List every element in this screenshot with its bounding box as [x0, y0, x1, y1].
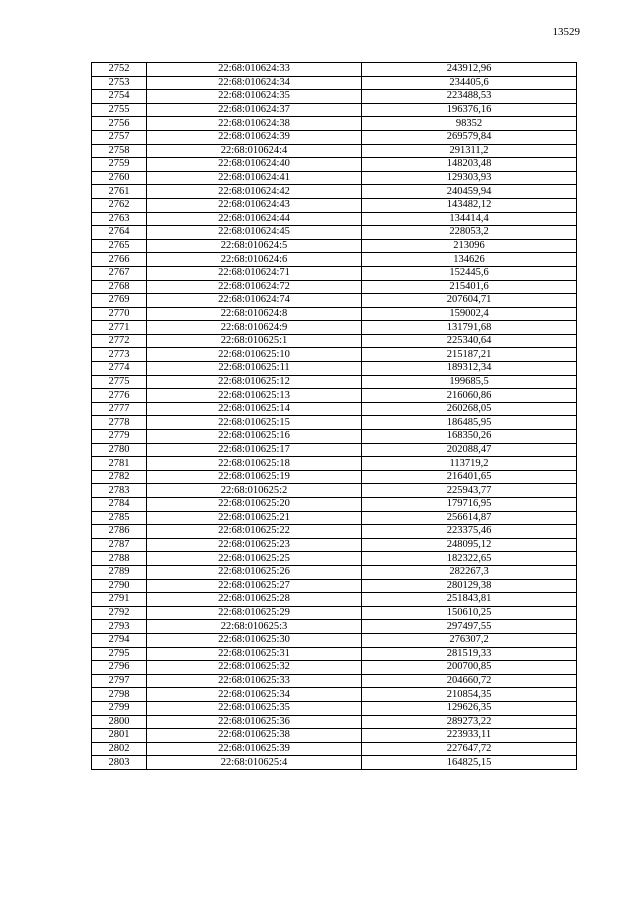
table-row — [92, 525, 577, 539]
cadastral-number-cell: 22:68:010625:20 — [147, 498, 362, 512]
cadastral-number-cell: 22:68:010625:38 — [147, 729, 362, 743]
value-cell: 134626 — [362, 253, 577, 267]
table-row — [92, 742, 577, 756]
table-row — [92, 470, 577, 484]
value-cell: 182322,65 — [362, 552, 577, 566]
row-number-cell: 2761 — [92, 185, 147, 199]
table-row — [92, 117, 577, 131]
table-row — [92, 565, 577, 579]
row-number-cell: 2786 — [92, 525, 147, 539]
value-cell: 216060,86 — [362, 389, 577, 403]
table-row — [92, 674, 577, 688]
row-number-cell: 2781 — [92, 457, 147, 471]
table-row — [92, 443, 577, 457]
cadastral-number-cell: 22:68:010625:36 — [147, 715, 362, 729]
value-cell: 223488,53 — [362, 90, 577, 104]
table-row — [92, 266, 577, 280]
row-number-cell: 2752 — [92, 63, 147, 77]
row-number-cell: 2755 — [92, 103, 147, 117]
cadastral-number-cell: 22:68:010624:38 — [147, 117, 362, 131]
value-cell: 248095,12 — [362, 538, 577, 552]
table-row — [92, 130, 577, 144]
value-cell: 223375,46 — [362, 525, 577, 539]
row-number-cell: 2775 — [92, 375, 147, 389]
cadastral-number-cell: 22:68:010625:19 — [147, 470, 362, 484]
cadastral-number-cell: 22:68:010625:31 — [147, 647, 362, 661]
cadastral-number-cell: 22:68:010625:13 — [147, 389, 362, 403]
cadastral-number-cell: 22:68:010625:25 — [147, 552, 362, 566]
value-cell: 216401,65 — [362, 470, 577, 484]
row-number-cell: 2762 — [92, 198, 147, 212]
value-cell: 199685,5 — [362, 375, 577, 389]
table-row — [92, 375, 577, 389]
value-cell: 204660,72 — [362, 674, 577, 688]
cadastral-number-cell: 22:68:010624:39 — [147, 130, 362, 144]
row-number-cell: 2778 — [92, 416, 147, 430]
row-number-cell: 2759 — [92, 158, 147, 172]
value-cell: 269579,84 — [362, 130, 577, 144]
table-row — [92, 701, 577, 715]
table-row — [92, 579, 577, 593]
row-number-cell: 2800 — [92, 715, 147, 729]
value-cell: 186485,95 — [362, 416, 577, 430]
table-row — [92, 457, 577, 471]
row-number-cell: 2777 — [92, 402, 147, 416]
table-row — [92, 633, 577, 647]
row-number-cell: 2779 — [92, 430, 147, 444]
row-number-cell: 2799 — [92, 701, 147, 715]
table-row — [92, 647, 577, 661]
value-cell: 213096 — [362, 239, 577, 253]
row-number-cell: 2791 — [92, 593, 147, 607]
table-row — [92, 90, 577, 104]
value-cell: 210854,35 — [362, 688, 577, 702]
value-cell: 196376,16 — [362, 103, 577, 117]
table-row — [92, 76, 577, 90]
value-cell: 280129,38 — [362, 579, 577, 593]
cadastral-number-cell: 22:68:010625:30 — [147, 633, 362, 647]
value-cell: 291311,2 — [362, 144, 577, 158]
cadastral-number-cell: 22:68:010625:22 — [147, 525, 362, 539]
value-cell: 282267,3 — [362, 565, 577, 579]
cadastral-number-cell: 22:68:010625:18 — [147, 457, 362, 471]
row-number-cell: 2803 — [92, 756, 147, 770]
row-number-cell: 2790 — [92, 579, 147, 593]
table-row — [92, 498, 577, 512]
table-row — [92, 511, 577, 525]
cadastral-number-cell: 22:68:010624:45 — [147, 226, 362, 240]
cadastral-number-cell: 22:68:010624:4 — [147, 144, 362, 158]
cadastral-number-cell: 22:68:010625:32 — [147, 661, 362, 675]
cadastral-number-cell: 22:68:010624:74 — [147, 294, 362, 308]
table-row — [92, 348, 577, 362]
value-cell: 215187,21 — [362, 348, 577, 362]
cadastral-number-cell: 22:68:010624:43 — [147, 198, 362, 212]
row-number-cell: 2785 — [92, 511, 147, 525]
row-number-cell: 2789 — [92, 565, 147, 579]
page-number: 13529 — [552, 26, 580, 38]
cadastral-number-cell: 22:68:010625:29 — [147, 606, 362, 620]
cadastral-number-cell: 22:68:010625:15 — [147, 416, 362, 430]
table-row — [92, 606, 577, 620]
value-cell: 297497,55 — [362, 620, 577, 634]
value-cell: 189312,34 — [362, 362, 577, 376]
table-row — [92, 552, 577, 566]
table-row — [92, 362, 577, 376]
row-number-cell: 2765 — [92, 239, 147, 253]
table-row — [92, 280, 577, 294]
row-number-cell: 2754 — [92, 90, 147, 104]
value-cell: 243912,96 — [362, 63, 577, 77]
value-cell: 251843,81 — [362, 593, 577, 607]
cadastral-number-cell: 22:68:010624:37 — [147, 103, 362, 117]
cadastral-number-cell: 22:68:010624:9 — [147, 321, 362, 335]
row-number-cell: 2756 — [92, 117, 147, 131]
value-cell: 225943,77 — [362, 484, 577, 498]
cadastral-number-cell: 22:68:010625:2 — [147, 484, 362, 498]
value-cell: 256614,87 — [362, 511, 577, 525]
cadastral-number-cell: 22:68:010624:5 — [147, 239, 362, 253]
row-number-cell: 2797 — [92, 674, 147, 688]
cadastral-number-cell: 22:68:010624:72 — [147, 280, 362, 294]
table-row — [92, 402, 577, 416]
row-number-cell: 2758 — [92, 144, 147, 158]
cadastral-number-cell: 22:68:010624:40 — [147, 158, 362, 172]
table-row — [92, 538, 577, 552]
cadastral-number-cell: 22:68:010625:10 — [147, 348, 362, 362]
value-cell: 276307,2 — [362, 633, 577, 647]
cadastral-number-cell: 22:68:010624:8 — [147, 307, 362, 321]
value-cell: 129626,35 — [362, 701, 577, 715]
value-cell: 134414,4 — [362, 212, 577, 226]
row-number-cell: 2773 — [92, 348, 147, 362]
row-number-cell: 2798 — [92, 688, 147, 702]
table-row — [92, 103, 577, 117]
value-cell: 281519,33 — [362, 647, 577, 661]
table-row — [92, 661, 577, 675]
cadastral-number-cell: 22:68:010624:42 — [147, 185, 362, 199]
row-number-cell: 2772 — [92, 334, 147, 348]
cadastral-number-cell: 22:68:010625:33 — [147, 674, 362, 688]
cadastral-number-cell: 22:68:010625:34 — [147, 688, 362, 702]
cadastral-number-cell: 22:68:010625:26 — [147, 565, 362, 579]
cadastral-number-cell: 22:68:010625:3 — [147, 620, 362, 634]
row-number-cell: 2769 — [92, 294, 147, 308]
cadastral-number-cell: 22:68:010625:14 — [147, 402, 362, 416]
value-cell: 215401,6 — [362, 280, 577, 294]
value-cell: 131791,68 — [362, 321, 577, 335]
cadastral-number-cell: 22:68:010624:44 — [147, 212, 362, 226]
cadastral-number-cell: 22:68:010625:39 — [147, 742, 362, 756]
row-number-cell: 2792 — [92, 606, 147, 620]
table-row — [92, 430, 577, 444]
cadastral-number-cell: 22:68:010625:11 — [147, 362, 362, 376]
row-number-cell: 2783 — [92, 484, 147, 498]
value-cell: 159002,4 — [362, 307, 577, 321]
value-cell: 148203,48 — [362, 158, 577, 172]
row-number-cell: 2787 — [92, 538, 147, 552]
cadastral-number-cell: 22:68:010625:17 — [147, 443, 362, 457]
table-row — [92, 334, 577, 348]
cadastral-number-cell: 22:68:010625:27 — [147, 579, 362, 593]
table-row — [92, 593, 577, 607]
cadastral-number-cell: 22:68:010624:6 — [147, 253, 362, 267]
table-row — [92, 756, 577, 770]
row-number-cell: 2801 — [92, 729, 147, 743]
table-row — [92, 715, 577, 729]
value-cell: 98352 — [362, 117, 577, 131]
table-body — [92, 63, 577, 770]
cadastral-number-cell: 22:68:010625:1 — [147, 334, 362, 348]
table-row — [92, 294, 577, 308]
table-row — [92, 620, 577, 634]
value-cell: 129303,93 — [362, 171, 577, 185]
table-row — [92, 158, 577, 172]
value-cell: 143482,12 — [362, 198, 577, 212]
cadastral-number-cell: 22:68:010625:28 — [147, 593, 362, 607]
value-cell: 234405,6 — [362, 76, 577, 90]
row-number-cell: 2757 — [92, 130, 147, 144]
row-number-cell: 2771 — [92, 321, 147, 335]
row-number-cell: 2774 — [92, 362, 147, 376]
value-cell: 260268,05 — [362, 402, 577, 416]
row-number-cell: 2788 — [92, 552, 147, 566]
cadastral-number-cell: 22:68:010625:21 — [147, 511, 362, 525]
cadastral-number-cell: 22:68:010625:35 — [147, 701, 362, 715]
value-cell: 207604,71 — [362, 294, 577, 308]
value-cell: 202088,47 — [362, 443, 577, 457]
cadastral-number-cell: 22:68:010624:71 — [147, 266, 362, 280]
row-number-cell: 2760 — [92, 171, 147, 185]
row-number-cell: 2768 — [92, 280, 147, 294]
row-number-cell: 2764 — [92, 226, 147, 240]
table-row — [92, 226, 577, 240]
cadastral-value-table — [91, 62, 577, 770]
row-number-cell: 2753 — [92, 76, 147, 90]
row-number-cell: 2770 — [92, 307, 147, 321]
value-cell: 113719,2 — [362, 457, 577, 471]
cadastral-number-cell: 22:68:010625:12 — [147, 375, 362, 389]
table-row — [92, 307, 577, 321]
value-cell: 225340,64 — [362, 334, 577, 348]
cadastral-number-cell: 22:68:010624:34 — [147, 76, 362, 90]
row-number-cell: 2796 — [92, 661, 147, 675]
table-row — [92, 253, 577, 267]
table-row — [92, 212, 577, 226]
table-row — [92, 239, 577, 253]
row-number-cell: 2794 — [92, 633, 147, 647]
value-cell: 150610,25 — [362, 606, 577, 620]
value-cell: 289273,22 — [362, 715, 577, 729]
value-cell: 200700,85 — [362, 661, 577, 675]
cadastral-number-cell: 22:68:010624:41 — [147, 171, 362, 185]
table-row — [92, 171, 577, 185]
row-number-cell: 2802 — [92, 742, 147, 756]
table-row — [92, 729, 577, 743]
cadastral-number-cell: 22:68:010625:4 — [147, 756, 362, 770]
table-row — [92, 198, 577, 212]
row-number-cell: 2784 — [92, 498, 147, 512]
cadastral-number-cell: 22:68:010624:35 — [147, 90, 362, 104]
table-row — [92, 144, 577, 158]
value-cell: 223933,11 — [362, 729, 577, 743]
value-cell: 168350,26 — [362, 430, 577, 444]
table-row — [92, 321, 577, 335]
row-number-cell: 2795 — [92, 647, 147, 661]
cadastral-number-cell: 22:68:010625:23 — [147, 538, 362, 552]
value-cell: 152445,6 — [362, 266, 577, 280]
row-number-cell: 2766 — [92, 253, 147, 267]
row-number-cell: 2776 — [92, 389, 147, 403]
table-row — [92, 63, 577, 77]
row-number-cell: 2767 — [92, 266, 147, 280]
value-cell: 164825,15 — [362, 756, 577, 770]
table-row — [92, 389, 577, 403]
row-number-cell: 2763 — [92, 212, 147, 226]
row-number-cell: 2793 — [92, 620, 147, 634]
table-row — [92, 484, 577, 498]
table-row — [92, 185, 577, 199]
value-cell: 240459,94 — [362, 185, 577, 199]
cadastral-number-cell: 22:68:010625:16 — [147, 430, 362, 444]
value-cell: 228053,2 — [362, 226, 577, 240]
row-number-cell: 2780 — [92, 443, 147, 457]
row-number-cell: 2782 — [92, 470, 147, 484]
value-cell: 227647,72 — [362, 742, 577, 756]
value-cell: 179716,95 — [362, 498, 577, 512]
cadastral-number-cell: 22:68:010624:33 — [147, 63, 362, 77]
table-row — [92, 688, 577, 702]
table-row — [92, 416, 577, 430]
